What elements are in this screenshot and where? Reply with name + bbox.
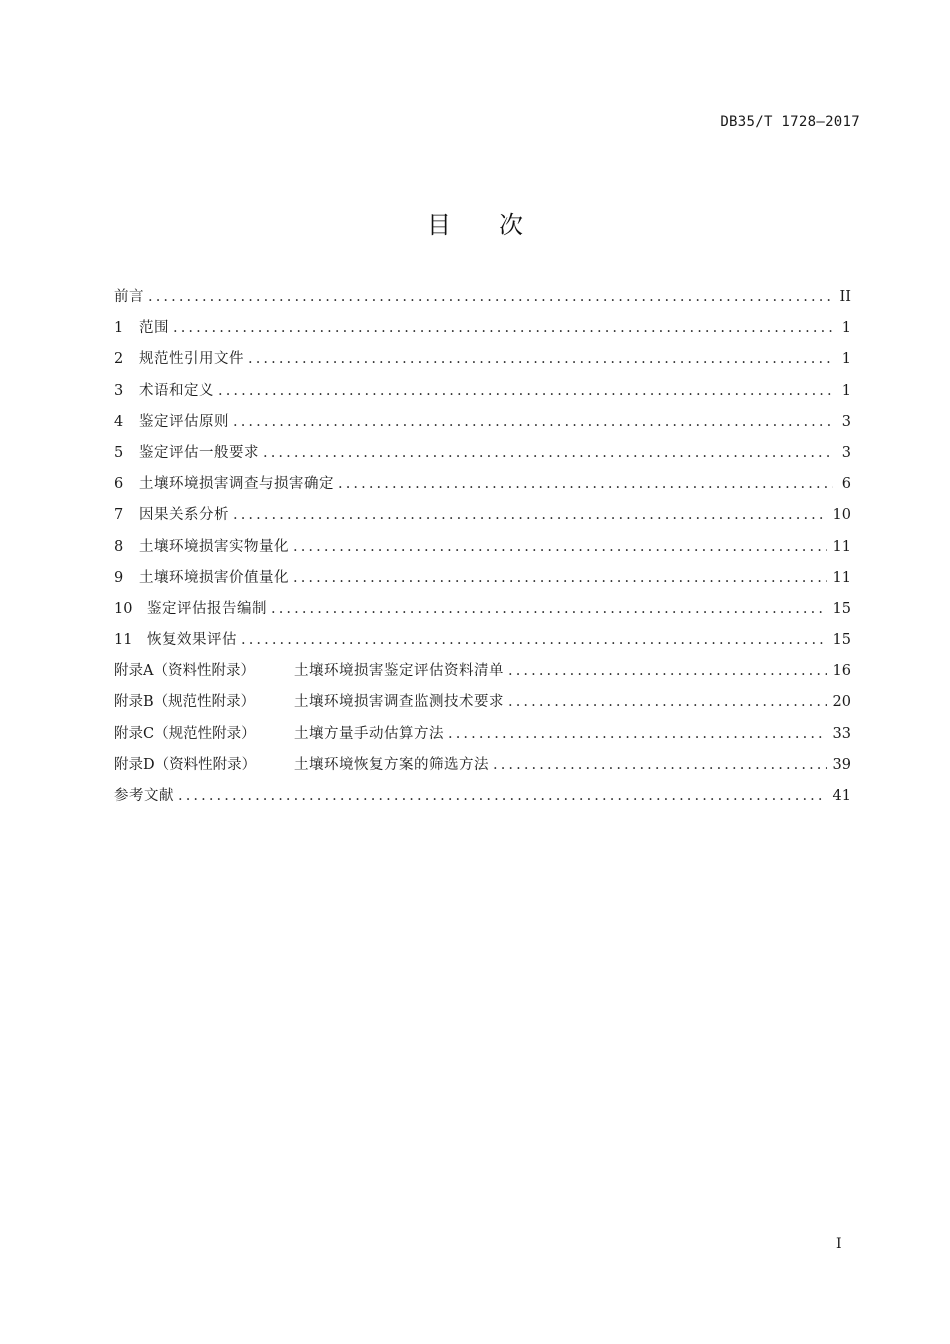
toc-leader-dots	[178, 781, 827, 812]
toc-entry-label: 前言	[114, 289, 144, 305]
toc-leader-dots	[338, 469, 833, 500]
page-number: I	[836, 1236, 842, 1252]
toc-entry-label: 术语和定义	[139, 382, 214, 399]
toc-entry-number: 3	[114, 382, 124, 399]
toc-entry-foreword[interactable]	[114, 282, 851, 313]
toc-entry-9[interactable]	[114, 563, 851, 594]
toc-entry-page: 33	[832, 725, 851, 742]
toc-entry-8[interactable]	[114, 532, 851, 563]
toc-entry-page: 10	[832, 507, 851, 524]
toc-leader-dots	[271, 594, 827, 625]
toc-entry-5[interactable]	[114, 438, 851, 469]
toc-leader-dots	[293, 532, 827, 563]
toc-entry-label: 范围	[139, 320, 169, 337]
page-title: 目次	[427, 211, 571, 239]
toc-entry-label: 土壤方量手动估算方法	[294, 725, 444, 742]
toc-entry-page: 15	[832, 632, 851, 649]
toc-entry-page: 11	[832, 538, 851, 555]
toc-leader-dots	[508, 687, 827, 718]
toc-entry-label: 鉴定评估原则	[139, 413, 229, 430]
toc-entry-number: 5	[114, 444, 124, 461]
toc-entry-label: 因果关系分析	[139, 507, 229, 524]
toc-entry-number: 11	[114, 632, 133, 649]
toc-entry-page: 3	[841, 444, 851, 461]
toc-entry-label: 规范性引用文件	[139, 351, 244, 368]
toc-entry-number: 10	[114, 600, 133, 617]
toc-leader-dots	[248, 344, 833, 375]
toc-entry-number: 8	[114, 538, 124, 555]
toc-entry-page: 1	[841, 382, 851, 399]
toc-leader-dots	[241, 625, 827, 656]
toc-entry-label: 鉴定评估一般要求	[139, 444, 259, 461]
toc-entry-3[interactable]	[114, 376, 851, 407]
toc-leader-dots	[173, 313, 833, 344]
toc-entry-11[interactable]	[114, 625, 851, 656]
standard-code: DB35/T 1728—2017	[720, 114, 860, 130]
toc-entry-page: II	[839, 289, 851, 305]
toc-entry-number: 4	[114, 413, 124, 430]
toc-entry-page: 6	[841, 476, 851, 493]
toc-entry-number: 1	[114, 320, 124, 337]
toc-entry-page: 1	[841, 351, 851, 368]
toc-entry-page: 39	[832, 756, 851, 773]
toc-entry-10[interactable]	[114, 594, 851, 625]
toc-entry-page: 1	[841, 320, 851, 337]
toc-entry-6[interactable]	[114, 469, 851, 500]
toc-leader-dots	[233, 500, 827, 531]
toc-entry-number: 7	[114, 507, 124, 524]
toc-entry-label: 恢复效果评估	[147, 632, 237, 649]
toc-entry-number: 附录B（规范性附录）	[114, 694, 256, 711]
toc-entry-page: 15	[832, 600, 851, 617]
toc-entry-page: 11	[832, 569, 851, 586]
toc-entry-number: 6	[114, 476, 124, 493]
toc-entry-page: 16	[832, 663, 851, 680]
toc-leader-dots	[508, 656, 827, 687]
toc-entry-page: 41	[832, 788, 851, 804]
toc-entry-number: 9	[114, 569, 124, 586]
toc-entry-number: 附录A（资料性附录）	[114, 663, 255, 680]
toc-entry-page: 20	[832, 694, 851, 711]
toc-entry-appendix-c[interactable]	[114, 719, 851, 750]
toc-leader-dots	[293, 563, 827, 594]
toc-entry-number: 附录D（资料性附录）	[114, 756, 257, 773]
toc-leader-dots	[233, 407, 833, 438]
toc-entry-label: 土壤环境损害调查监测技术要求	[294, 694, 504, 711]
toc-entry-label: 鉴定评估报告编制	[147, 600, 267, 617]
toc-leader-dots	[448, 719, 827, 750]
toc-entry-references[interactable]	[114, 781, 851, 812]
toc-entry-label: 土壤环境损害价值量化	[139, 569, 289, 586]
toc-entry-7[interactable]	[114, 500, 851, 531]
toc-entry-number: 附录C（规范性附录）	[114, 725, 256, 742]
toc-entry-appendix-d[interactable]	[114, 750, 851, 781]
toc-entry-2[interactable]	[114, 344, 851, 375]
toc-entry-4[interactable]	[114, 407, 851, 438]
toc-entry-appendix-a[interactable]	[114, 656, 851, 687]
toc-entry-label: 土壤环境损害鉴定评估资料清单	[294, 663, 504, 680]
toc-entry-label: 土壤环境损害调查与损害确定	[139, 476, 334, 493]
toc-leader-dots	[493, 750, 827, 781]
toc-entry-page: 3	[841, 413, 851, 430]
toc-entry-number: 2	[114, 351, 124, 368]
toc-entry-label: 参考文献	[114, 788, 174, 804]
toc-entry-1[interactable]	[114, 313, 851, 344]
toc-entry-label: 土壤环境恢复方案的筛选方法	[294, 756, 489, 773]
toc-leader-dots	[218, 376, 833, 407]
toc-leader-dots	[148, 282, 833, 313]
toc-entry-appendix-b[interactable]	[114, 687, 851, 718]
table-of-contents	[114, 282, 851, 812]
toc-leader-dots	[263, 438, 833, 469]
toc-entry-label: 土壤环境损害实物量化	[139, 538, 289, 555]
